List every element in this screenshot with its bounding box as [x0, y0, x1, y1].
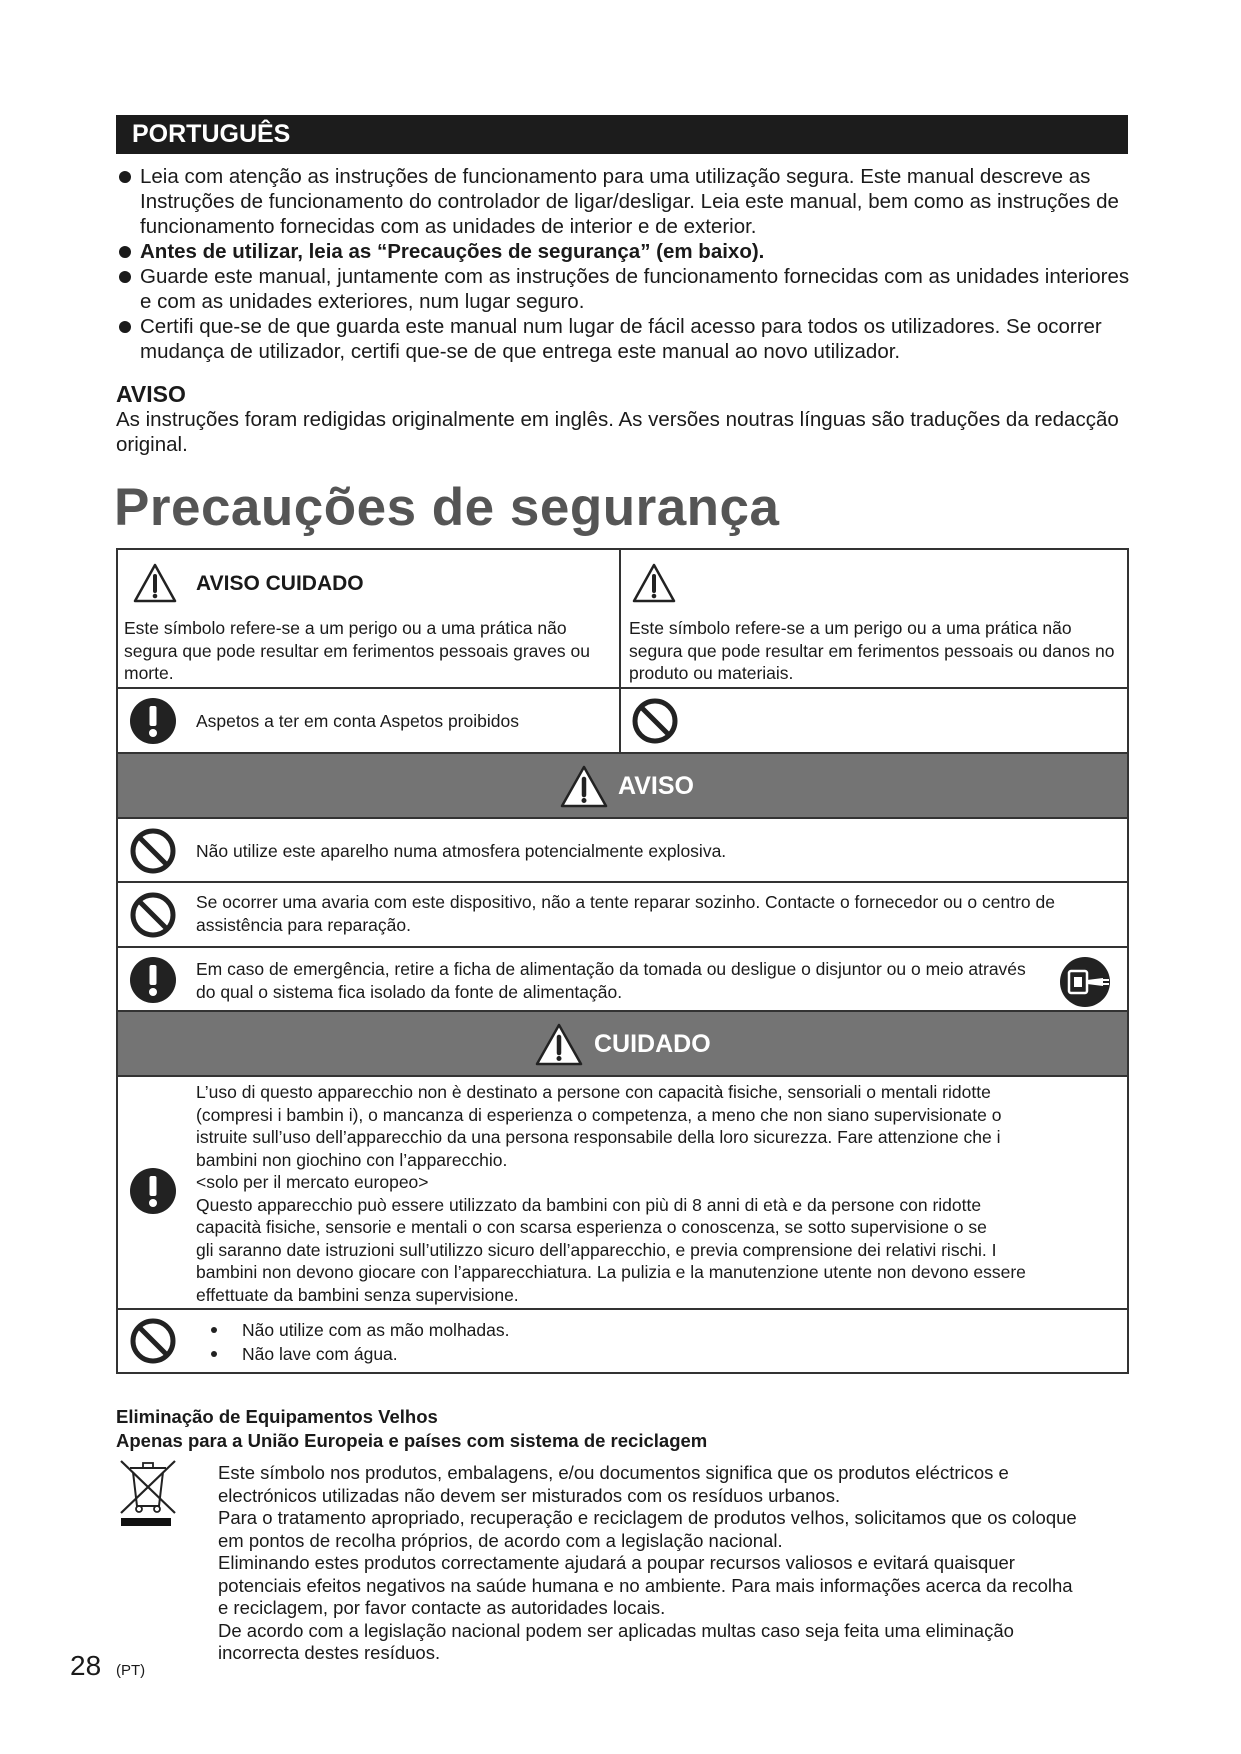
- warning-header: AVISO: [618, 772, 694, 800]
- warning-item-text: Não utilize este aparelho numa atmosfera potencialmente explosiva.: [196, 841, 727, 861]
- legend-row: [118, 550, 1127, 689]
- prohibited-icon: [129, 827, 177, 875]
- intro-bullet: Leia com atenção as instruções de funcionamento para uma utilização segura. Este manual descreve as Instruções de funcionamento do controlador de ligar/desligar. Leia este manual, bem como as instruções de funcionamento fornecidas com as unidades de interior e de exterior.: [116, 164, 1136, 239]
- caution-header-row: [118, 1012, 1127, 1077]
- intro-section: [116, 164, 1136, 457]
- prohibited-icon: [129, 1317, 177, 1365]
- mandatory-icon: [129, 956, 177, 1004]
- warning-header-row: [118, 754, 1127, 819]
- caution-header: CUIDADO: [594, 1030, 711, 1058]
- disposal-heading: Eliminação de Equipamentos Velhos Apenas para a União Europeia e países com sistema de reciclagem: [116, 1406, 708, 1451]
- caution-bullet: Não utilize com as mão molhadas.: [196, 1318, 1096, 1342]
- page-language: (PT): [116, 1662, 146, 1679]
- aspects-row: [118, 689, 1127, 754]
- mandatory-icon: [129, 1167, 177, 1215]
- safety-table: [116, 548, 1129, 1374]
- safety-title: Precauções de segurança: [114, 478, 780, 537]
- warning-triangle-icon: [132, 562, 178, 604]
- intro-bullet: Antes de utilizar, leia as “Precauções de segurança” (em baixo).: [116, 239, 1136, 264]
- prohibited-icon: [631, 697, 679, 745]
- caution-triangle-icon: [534, 1022, 584, 1067]
- prohibited-icon: [129, 891, 177, 939]
- warning-triangle-icon: [559, 764, 609, 809]
- caution-description: Este símbolo refere-se a um perigo ou a uma prática não segura que pode resultar em ferimentos pessoais ou danos no produto ou materiais.: [629, 618, 1115, 683]
- warning-item-text: Em caso de emergência, retire a ficha de alimentação da tomada ou desligue o disjuntor ou o meio através do qual o sistema fica isolado da fonte de alimentação.: [196, 959, 1026, 1002]
- caution-item-text: L’uso di questo apparecchio non è destinato a persone con capacità fisiche, sensoriali o mentali ridotte (compresi i bambin i), o mancanza di esperienza o competenza, a meno che non siano supervisionate o istruite sull’uso dell’apparecchio da una persona responsabile della loro sicurezza. Fare attenzione che i bambini non giochino con l’apparecchio. <solo per il mercato europeo> Questo apparecchio può essere utilizzato da bambini con più di 8 anni di età e da persone con ridotte capacità fisiche, sensorie e mentali o con scarsa esperienza o conoscenza, se sotto supervisione o se gli saranno date istruzioni sull’utilizzo sicuro dell’apparecchio, e previa comprensione dei relativi rischi. I bambini non devono giocare con l’apparecchiatura. La pulizia e la manutenzione utente non devono essere effettuate da bambini senza supervisione.: [196, 1082, 1026, 1305]
- warning-caution-label: AVISO CUIDADO: [196, 572, 364, 595]
- warning-item-row: [118, 883, 1127, 948]
- caution-bullet: Não lave com água.: [196, 1342, 1096, 1366]
- caution-bullets: [196, 1318, 1096, 1366]
- notice-text: As instruções foram redigidas originalmente em inglês. As versões noutras línguas são traduções da redacção original.: [116, 408, 1119, 456]
- mandatory-icon: [129, 697, 177, 745]
- notice-heading: AVISO: [116, 381, 186, 407]
- intro-bullet: Guarde este manual, juntamente com as instruções de funcionamento fornecidas com as unidades interiores e com as unidades exteriores, num lugar seguro.: [116, 264, 1136, 314]
- disposal-text: Este símbolo nos produtos, embalagens, e/ou documentos significa que os produtos eléctricos e electrónicos utilizadas não devem ser misturados com os resíduos urbanos. Para o tratamento apropriado, recuperação e reciclagem de produtos velhos, solicitamos que os coloque em pontos de recolha próprios, de acordo com a legislação nacional. Eliminando estes produtos correctamente ajudará a poupar recursos valiosos e evitará quaisquer potenciais efeitos negativos na saúde humana e no ambiente. Para mais informações acerca da recolha e reciclagem, por favor contacte as autoridades locais. De acordo com a legislação nacional podem ser aplicadas multas caso seja feita uma eliminação incorrecta destes resíduos.: [218, 1462, 1077, 1663]
- warning-item-text: Se ocorrer uma avaria com este dispositivo, não a tente reparar sozinho. Contacte o fornecedor ou o centro de assistência para reparação.: [196, 892, 1055, 935]
- warning-description: Este símbolo refere-se a um perigo ou a uma prática não segura que pode resultar em ferimentos pessoais graves ou morte.: [124, 618, 590, 683]
- caution-triangle-icon: [631, 562, 677, 604]
- aspects-label: Aspetos a ter em conta Aspetos proibidos: [196, 711, 519, 731]
- intro-bullet: Certifi que-se de que guarda este manual num lugar de fácil acesso para todos os utilizadores. Se ocorrer mudança de utilizador, certifi que-se de que entrega este manual ao novo utilizador.: [116, 314, 1136, 364]
- caution-item-row: [118, 1077, 1127, 1310]
- caution-item-row: [118, 1310, 1127, 1372]
- language-header: PORTUGUÊS: [116, 115, 1128, 154]
- warning-item-row: [118, 819, 1127, 883]
- page-number: 28: [70, 1650, 102, 1681]
- unplug-icon: [1059, 956, 1111, 1008]
- crossed-bin-icon: [118, 1458, 180, 1526]
- intro-bullets: [116, 164, 1136, 364]
- warning-item-row: [118, 948, 1127, 1012]
